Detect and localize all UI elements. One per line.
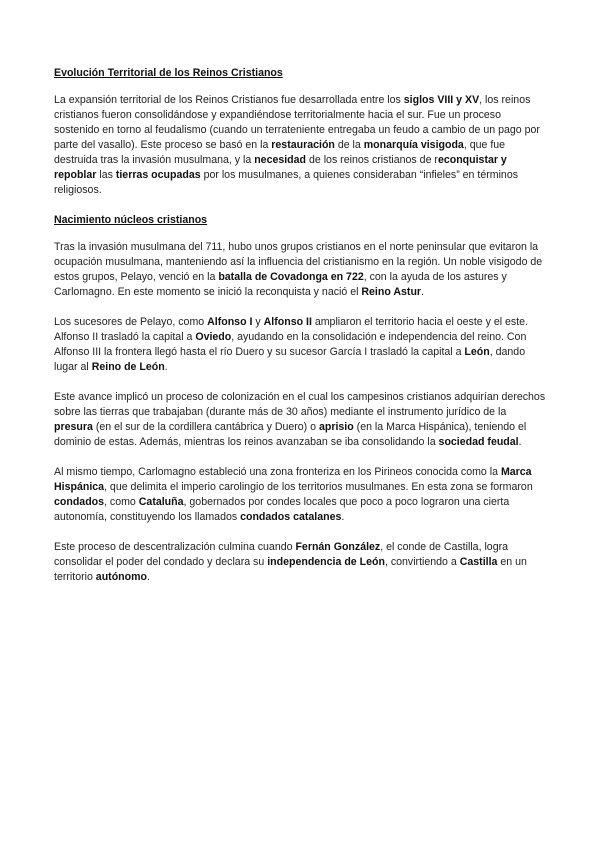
section-heading: Evolución Territorial de los Reinos Cristianos: [54, 67, 283, 79]
bold-term: econquistar y repoblar: [54, 154, 507, 181]
body-paragraph: [54, 465, 546, 525]
bold-term: condados catalanes: [240, 511, 342, 523]
bold-term: Alfonso II: [263, 316, 312, 328]
bold-term: monarquía visigoda: [363, 139, 464, 151]
section-heading: Nacimiento núcleos cristianos: [54, 214, 208, 226]
text-run: , convirtiendo a: [384, 556, 460, 568]
bold-term: Alfonso I: [207, 316, 253, 328]
section-nacimiento: [54, 213, 546, 585]
text-run: de los reinos cristianos de r: [306, 154, 438, 166]
bold-term: Reino Astur: [361, 286, 422, 298]
body-paragraph: [54, 540, 546, 585]
text-run: Al mismo tiempo, Carlomagno estableció una zona fronteriza en los Pirineos conocida como la: [54, 466, 501, 478]
bold-term: Oviedo: [195, 331, 232, 343]
bold-term: Cataluña: [138, 496, 184, 508]
bold-term: siglos VIII y XV: [403, 94, 480, 106]
bold-term: León: [464, 346, 490, 358]
text-run: , los reinos cristianos fueron consolidándose y expandiéndose territorialmente hacia el sur. Fue un proceso sostenido en torno al feudalismo (cuando un terrateniente entregaba un feudo a cambio de un pago por parte del vasallo). Este proceso se basó en la: [54, 94, 540, 151]
text-run: Este avance implicó un proceso de colonización en el cual los campesinos cristianos adquirían derechos sobre las tierras que trabajaban (durante más de 30 años) mediante el instrumento jurídico de la: [54, 391, 546, 418]
text-run: (en la Marca Hispánica), teniendo el dominio de estas. Además, mientras los reinos avanzaban se iba consolidando la: [54, 421, 527, 448]
text-run: , gobernados por condes locales que poco a poco lograron una cierta autonomía, constituyendo los llamados: [54, 496, 510, 523]
body-paragraph: [54, 315, 546, 375]
text-run: .: [421, 286, 424, 298]
text-run: ampliaron el territorio hacia el oeste y el este. Alfonso II trasladó la capital a: [54, 316, 528, 343]
bold-term: condados: [54, 496, 105, 508]
bold-term: restauración: [271, 139, 335, 151]
bold-term: Fernán González: [295, 541, 381, 553]
bold-term: batalla de Covadonga en 722: [218, 271, 364, 283]
bold-term: independencia de León: [267, 556, 385, 568]
text-run: , ayudando en la consolidación e independencia del reino. Con Alfonso III la frontera llegó hasta el río Duero y su sucesor García I trasladó la capital a: [54, 331, 527, 358]
text-run: en un territorio: [54, 556, 527, 583]
bold-term: sociedad feudal: [438, 436, 519, 448]
text-run: .: [164, 361, 168, 373]
bold-term: Reino de León: [91, 361, 165, 373]
bold-term: necesidad: [254, 154, 307, 166]
text-run: , que fue destruida tras la invasión musulmana, y la: [54, 139, 506, 166]
text-run: La expansión territorial de los Reinos Cristianos fue desarrollada entre los: [54, 94, 404, 106]
text-run: , como: [104, 496, 139, 508]
bold-term: autónomo: [95, 571, 147, 583]
text-run: Los sucesores de Pelayo, como: [54, 316, 208, 328]
text-run: , con la ayuda de los astures y Carlomagno. En este momento se inició la reconquista y nació el: [54, 271, 507, 298]
text-run: .: [341, 511, 345, 523]
text-run: , que delimita el imperio carolingio de los territorios musulmanes. En esta zona se formaron: [104, 481, 533, 493]
text-run: Tras la invasión musulmana del 711, hubo unos grupos cristianos en el norte peninsular que evitaron la ocupación musulmana, manteniendo así la influencia del cristianismo en la región. Un noble visigodo de estos grupos, Pelayo, venció en la: [54, 241, 543, 283]
text-run: y: [252, 316, 264, 328]
bold-term: presura: [54, 421, 93, 433]
body-paragraph: [54, 390, 546, 450]
text-run: (en el sur de la cordillera cantábrica y Duero) o: [92, 421, 319, 433]
body-paragraph: [54, 93, 546, 198]
text-run: Este proceso de descentralización culmina cuando: [54, 541, 296, 553]
text-run: , dando lugar al: [54, 346, 526, 373]
text-run: , el conde de Castilla, logra consolidar el poder del condado y declara su: [54, 541, 509, 568]
body-paragraph: [54, 240, 546, 300]
bold-term: Castilla: [459, 556, 498, 568]
text-run: de la: [334, 139, 364, 151]
text-run: por los musulmanes, a quienes consideraban “infieles” en términos religiosos.: [54, 169, 519, 196]
bold-term: tierras ocupadas: [115, 169, 201, 181]
document-page: [54, 66, 546, 600]
section-evolucion: [54, 66, 546, 198]
bold-term: aprisio: [318, 421, 354, 433]
text-run: .: [518, 436, 522, 448]
text-run: .: [147, 571, 150, 583]
text-run: las: [96, 169, 116, 181]
bold-term: Marca Hispánica: [54, 466, 532, 493]
